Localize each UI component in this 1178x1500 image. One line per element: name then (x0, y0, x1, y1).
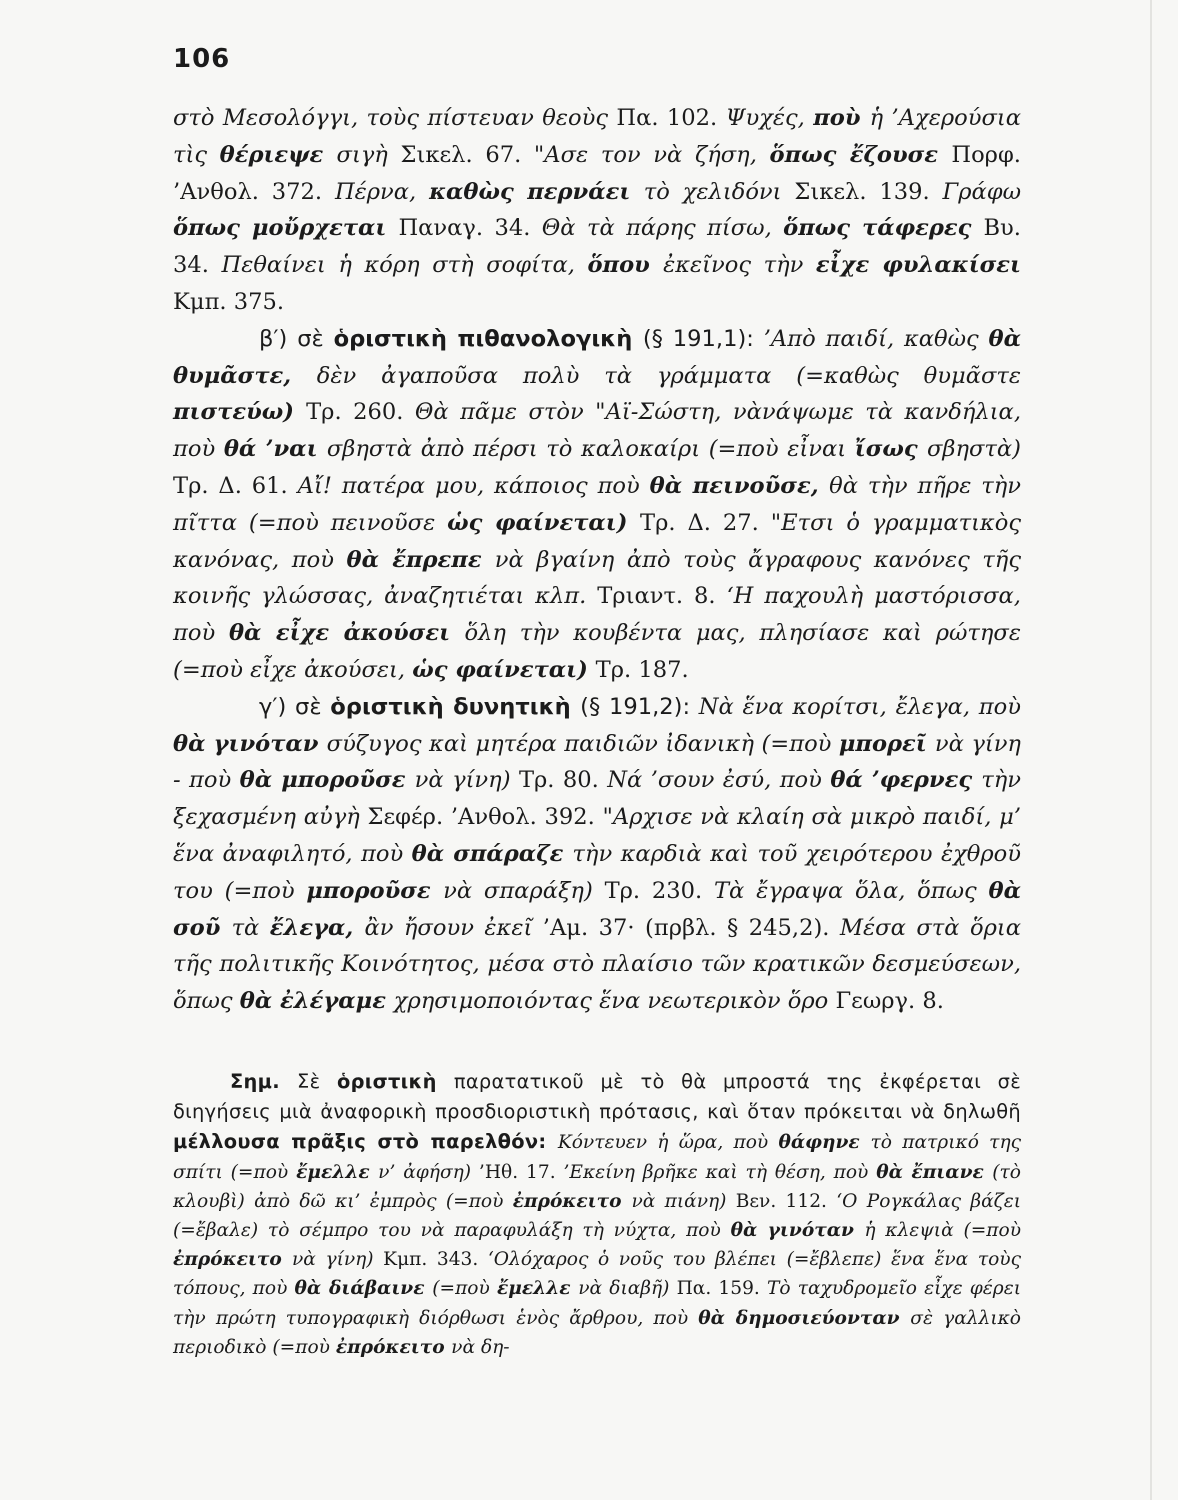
bold-italic-run: ὅπου (587, 252, 664, 279)
bold-italic-run: ἐπρόκειτο (512, 1190, 632, 1212)
italic-run: Θὰ πᾶμε στὸν "Αϊ-Σώστη, νὰνάψωμε τὰ κανδήλια, ποὺ (173, 399, 1022, 463)
italic-run: σβηστὰ) (926, 436, 1021, 463)
italic-run: ἐκεῖνος τὴν (663, 252, 816, 279)
page-edge (1150, 0, 1152, 1500)
sans-run: β′) σὲ (259, 325, 334, 352)
sans-bold-run: ὁριστικὴ δυνητικὴ (330, 693, 581, 720)
text-run: Σεφέρ. ’Ανθολ. 392. (367, 804, 603, 831)
sans-run: (§ 191,1): (642, 325, 764, 352)
bold-italic-run: θὰ πεινοῦσε, (649, 472, 830, 499)
bold-italic-run: μποροῦσε (306, 877, 444, 904)
bold-italic-run: θάφηνε (778, 1132, 871, 1154)
italic-run: νὰ δη- (451, 1336, 510, 1358)
sans-bold-run: μέλλουσα πρᾶξις στὸ παρελθόν: (173, 1130, 558, 1154)
italic-run: τὸ χελιδόνι (643, 178, 795, 205)
bold-italic-run: θὰ εἶχε ἀκούσει (228, 620, 465, 647)
bold-italic-run: ὅπως ἔζουσε (769, 141, 952, 168)
italic-run: "Αρχισε νὰ κλαίη σὰ μικρὸ παιδί, μ’ ἕνα ἀναφιλητό, ποὺ (173, 804, 1021, 867)
bold-italic-run: ποὺ (813, 105, 870, 131)
text-run: Τρ. 230. (604, 877, 714, 904)
bold-italic-run: ὅπως μοὔρχεται (173, 215, 399, 242)
bold-italic-run: θὰ διάβαινε (294, 1278, 433, 1300)
italic-run: νὰ γίνη) (292, 1249, 384, 1271)
italic-run: τὴν ξεχασμένη αὐγὴ (173, 767, 1021, 831)
italic-run: νὰ πιάνη) (631, 1190, 736, 1212)
italic-run: Μέσα στὰ ὅρια τῆς πολιτικῆς Κοινότητος, μέσα στὸ πλαίσιο τῶν κρατικῶν δεσμεύσεων, ὅπως (173, 914, 1021, 1015)
main-text (173, 100, 1021, 1020)
text-run: Βεν. 112. (735, 1190, 837, 1212)
text-run: Βυ. 34. (173, 215, 1021, 279)
paragraph-c-potential-indicative (173, 689, 1021, 1020)
italic-run: Πεθαίνει ἡ κόρη στὴ σοφίτα, (221, 252, 588, 279)
bold-italic-run: θέριεψε (219, 141, 337, 168)
bold-italic-run: εἶχε φυλακίσει (815, 252, 1021, 279)
italic-run: ‘Η παχουλὴ μαστόρισσα, ποὺ (173, 583, 1021, 647)
italic-run: νὰ διαβῆ) (578, 1278, 677, 1300)
italic-run: (=ποὺ (432, 1278, 497, 1300)
text-run: Πα. 159. (676, 1278, 767, 1300)
italic-run: ’Απὸ παιδί, καθὼς (763, 325, 989, 352)
bold-italic-run: καθὼς περνάει (429, 178, 644, 205)
bold-italic-run: θὰ γινόταν (173, 730, 327, 757)
italic-run: Πέρνα, (334, 178, 430, 205)
italic-run: στὸ Μεσολόγγι, τοὺς πίστευαν θεοὺς (173, 105, 617, 131)
italic-run: Ψυχές, (725, 105, 814, 131)
italic-run: ἡ κλεψιὰ (=ποὺ (864, 1220, 1021, 1242)
bold-italic-run: θὰ σπάραζε (411, 840, 573, 867)
italic-run: ἂν ἤσουν ἐκεῖ (364, 914, 543, 941)
sans-run: Σὲ (297, 1070, 337, 1093)
paragraph-b-probable-indicative (173, 321, 1021, 689)
text-run: ’Ηθ. 17. (478, 1161, 564, 1183)
bold-italic-run: θὰ ἔπρεπε (346, 546, 495, 573)
bold-italic-run: ὅπως τάφερες (783, 215, 984, 242)
italic-run: "Ετσι ὁ γραμματικὸς κανόνας, ποὺ (173, 509, 1022, 573)
text-run: Κμπ. 343. (383, 1249, 488, 1271)
bold-italic-run: θὰ ἐλέγαμε (239, 988, 394, 1015)
text-run: Παναγ. 34. (398, 215, 542, 242)
italic-run: νὰ βγαίνη ἀπὸ τοὺς ἄγραφους κανόνες τῆς κοινῆς γλώσσας, ἀναζητιέται κλπ. (173, 546, 1021, 610)
note-block (173, 1067, 1021, 1362)
italic-run: νὰ γίνη) (414, 767, 519, 794)
bold-italic-run: θά ’ναι (223, 436, 327, 463)
text-run: Γεωργ. 8. (835, 988, 944, 1015)
italic-run: ὅλη τὴν κουβέντα μας, πλησίασε καὶ ρώτησε (=ποὺ εἶχε ἀκούσει, (173, 620, 1021, 683)
italic-run: σβηστὰ ἀπὸ πέρσι τὸ καλοκαίρι (=ποὺ εἶναι (326, 436, 855, 463)
italic-run: ἡ ’Αχερούσια τὶς (173, 105, 1021, 168)
italic-run: σύζυγος καὶ μητέρα παιδιῶν ἰδανικὴ (=ποὺ (326, 730, 839, 757)
bold-italic-run: θά ’φερνες (830, 767, 982, 794)
italic-run: νὰ σπαράξη) (443, 877, 605, 904)
italic-run: Θὰ τὰ πάρης πίσω, (541, 215, 784, 242)
bold-italic-run: ἐπρόκειτο (173, 1249, 292, 1271)
bold-italic-run: ἐπρόκειτο (335, 1336, 452, 1358)
bold-italic-run: θὰ μποροῦσε (239, 767, 415, 794)
italic-run: ‘Ο Ρογκάλας βάζει (=ἔβαλε) τὸ σέμπρο του νὰ παραφυλάξη τὴ νύχτα, ποὺ (173, 1190, 1022, 1242)
italic-run: Νὰ ἕνα κορίτσι, ἔλεγα, ποὺ (698, 693, 1021, 720)
text-run: Τρ. 260. (306, 399, 415, 426)
text-run: Πα. 102. (616, 105, 726, 131)
text-run: Τριαντ. 8. (597, 583, 727, 610)
text-run: Πορφ. ’Ανθολ. 372. (173, 141, 1021, 205)
italic-run: χρησιμοποιόντας ἕνα νεωτερικὸν ὅρο (393, 988, 836, 1015)
italic-run: Τὸ ταχυδρομεῖο εἶχε φέρει τὴν πρώτη τυπογραφικὴ διόρθωσι ἑνὸς ἄρθρου, ποὺ (173, 1278, 1021, 1329)
text-run: Τρ. Δ. 61. (173, 472, 298, 499)
italic-run: σιγὴ (336, 141, 401, 168)
bold-italic-run: πιστεύω) (173, 399, 307, 426)
page-number: 106 (173, 44, 231, 74)
italic-run: Κόντευεν ἡ ὥρα, ποὺ (557, 1132, 779, 1154)
sans-bold-run: ὁριστικὴ (336, 1070, 454, 1093)
italic-run: "Ασε τον νὰ ζήση, (533, 141, 770, 168)
bold-italic-run: ὡς φαίνεται) (447, 509, 641, 536)
bold-italic-run: μπορεῖ (838, 730, 935, 757)
bold-italic-run: ἔλεγα, (269, 914, 365, 941)
text-run: Τρ. 187. (595, 656, 689, 683)
text-run: Σικελ. 139. (794, 178, 943, 205)
italic-run: τὴν καρδιὰ καὶ τοῦ χειρότερου ἐχθροῦ του (=ποὺ (173, 840, 1021, 904)
text-run: Κμπ. 375. (173, 288, 285, 315)
italic-run: δὲν ἀγαποῦσα πολὺ τὰ γράμματα (=καθὼς θυμᾶστε (316, 362, 1021, 389)
bold-italic-run: θὰ γινόταν (730, 1220, 865, 1242)
italic-run: θὰ τὴν πῆρε τὴν πῖττα (=ποὺ πεινοῦσε (173, 472, 1022, 536)
sans-run: γ′) σὲ (259, 693, 331, 720)
italic-run: ‘Ολόχαρος ὁ νοῦς του βλέπει (=ἔβλεπε) ἕνα ἕνα τοὺς τόπους, ποὺ (173, 1249, 1022, 1300)
italic-run: Τὰ ἔγραψα ὅλα, ὅπως (713, 877, 989, 904)
italic-run: Γράφω (942, 178, 1021, 205)
bold-italic-run: θὰ θυμᾶστε, (173, 325, 1022, 389)
italic-run: σὲ γαλλικὸ περιοδικὸ (=ποὺ (173, 1307, 1021, 1358)
text-run: ’Αμ. 37· (πρβλ. § 245,2). (542, 914, 840, 941)
sans-run: παρατατικοῦ μὲ τὸ θὰ μπροστά της ἐκφέρεται σὲ διηγήσεις μιὰ ἀναφορικὴ προσδιοριστικὴ πρότασις, καὶ ὅταν πρόκειται νὰ δηλωθῆ (173, 1070, 1022, 1124)
sans-bold-run: ὁριστικὴ πιθανολογικὴ (333, 325, 643, 352)
text-run: Σικελ. 67. (400, 141, 534, 168)
italic-run: (τὸ κλουβὶ) ἀπὸ δῶ κι’ ἐμπρὸς (=ποὺ (173, 1161, 1021, 1212)
sans-bold-run: Σημ. (230, 1070, 298, 1093)
italic-run: νὰ γίνη - ποὺ (173, 730, 1021, 794)
bold-italic-run: θὰ ἔπιανε (876, 1161, 993, 1183)
italic-run: τὰ (231, 914, 270, 941)
italic-run: τὸ πατρικό της σπίτι (=ποὺ (173, 1132, 1021, 1183)
italic-run: ’Εκείνη βρῆκε καὶ τὴ θέση, ποὺ (563, 1161, 877, 1183)
bold-italic-run: ἴσως (854, 436, 927, 463)
italic-run: ν’ ἀφήση) (378, 1161, 479, 1183)
bold-italic-run: ἔμελλε (296, 1161, 379, 1183)
sans-run: (§ 191,2): (580, 693, 699, 720)
text-run: Τρ. 80. (518, 767, 608, 794)
bold-italic-run: θὰ σοῦ (173, 877, 1021, 941)
note-paragraph (173, 1067, 1021, 1362)
italic-run: Αἴ! πατέρα μου, κάποιος ποὺ (297, 472, 650, 499)
text-run: Τρ. Δ. 27. (640, 509, 771, 536)
bold-italic-run: ὡς φαίνεται) (412, 656, 596, 683)
paragraph-examples-a (173, 100, 1021, 321)
bold-italic-run: θὰ δημοσιεύονταν (698, 1307, 911, 1329)
bold-italic-run: ἔμελλε (496, 1278, 579, 1300)
italic-run: Νά ’σουν ἐσύ, ποὺ (607, 767, 831, 794)
